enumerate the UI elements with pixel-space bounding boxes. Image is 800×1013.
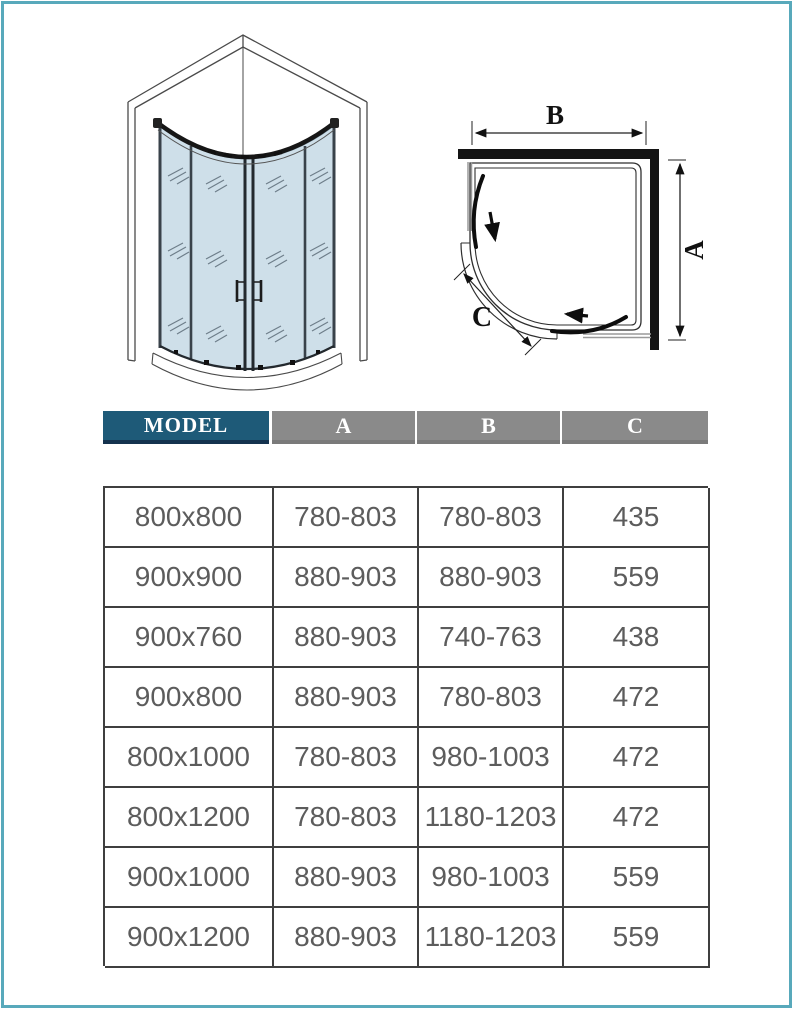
top-wall xyxy=(458,149,658,159)
a-value: 880-903 xyxy=(274,848,419,908)
b-value: 980-1003 xyxy=(419,848,564,908)
header-model: MODEL xyxy=(103,411,269,444)
label-A: A xyxy=(679,240,710,260)
label-B: B xyxy=(545,100,565,130)
model-value: 800x1200 xyxy=(105,788,274,848)
c-value: 472 xyxy=(564,788,710,848)
b-value: 880-903 xyxy=(419,548,564,608)
b-value: 740-763 xyxy=(419,608,564,668)
model-value: 900x1000 xyxy=(105,848,274,908)
b-value: 1180-1203 xyxy=(419,908,564,968)
header-a: A xyxy=(272,411,415,444)
a-value: 880-903 xyxy=(274,548,419,608)
a-value: 780-803 xyxy=(274,788,419,848)
model-value: 800x1000 xyxy=(105,728,274,788)
fixed-panels xyxy=(468,162,651,338)
b-value: 1180-1203 xyxy=(419,788,564,848)
c-value: 435 xyxy=(564,488,710,548)
plan-diagram xyxy=(435,88,775,378)
a-value: 880-903 xyxy=(274,608,419,668)
a-value: 880-903 xyxy=(274,908,419,968)
model-value: 900x800 xyxy=(105,668,274,728)
perspective-diagram xyxy=(100,30,400,400)
c-value: 559 xyxy=(564,548,710,608)
b-value: 780-803 xyxy=(419,668,564,728)
b-value: 780-803 xyxy=(419,488,564,548)
model-value: 900x900 xyxy=(105,548,274,608)
dimension-A xyxy=(668,160,709,340)
dimensions-table xyxy=(103,486,708,966)
dimension-C xyxy=(454,264,541,355)
a-value: 780-803 xyxy=(274,488,419,548)
c-value: 559 xyxy=(564,908,710,968)
dimension-B xyxy=(472,100,646,145)
header-c: C xyxy=(562,411,708,444)
b-value: 980-1003 xyxy=(419,728,564,788)
c-value: 472 xyxy=(564,668,710,728)
c-value: 438 xyxy=(564,608,710,668)
slide-direction-arrows xyxy=(490,212,588,316)
right-wall xyxy=(650,149,659,350)
c-value: 559 xyxy=(564,848,710,908)
a-value: 780-803 xyxy=(274,728,419,788)
a-value: 880-903 xyxy=(274,668,419,728)
model-value: 800x800 xyxy=(105,488,274,548)
label-C: C xyxy=(471,302,493,333)
model-value: 900x1200 xyxy=(105,908,274,968)
header-b: B xyxy=(417,411,560,444)
model-value: 900x760 xyxy=(105,608,274,668)
c-value: 472 xyxy=(564,728,710,788)
